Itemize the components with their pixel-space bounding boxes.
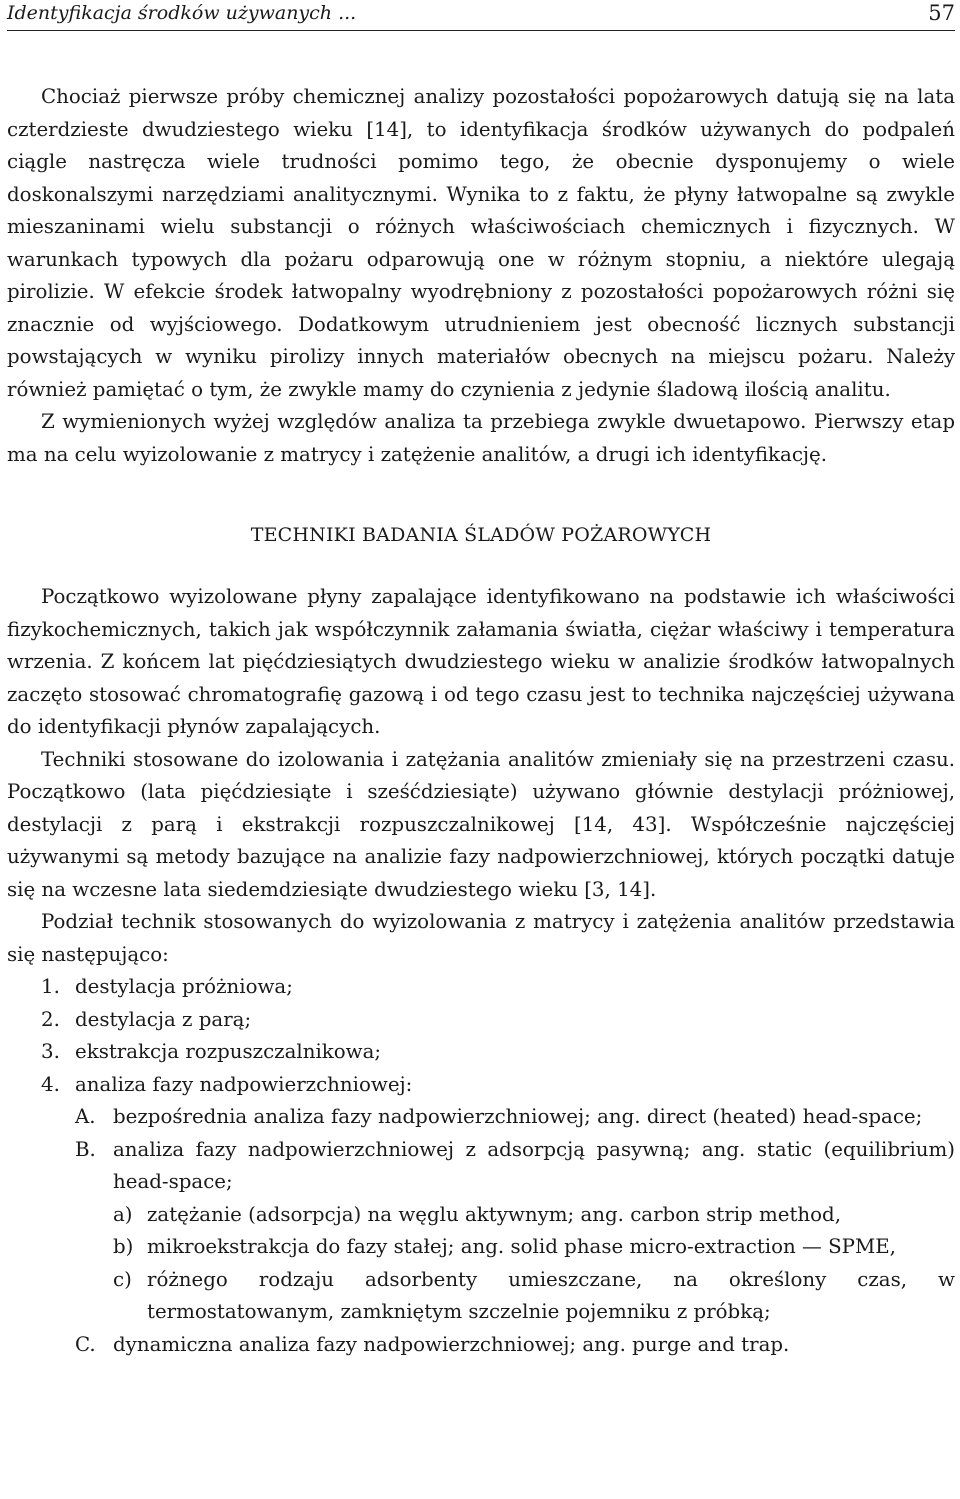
technique-list xyxy=(7,971,955,1361)
sublist-item-text: dynamiczna analiza fazy nadpowierzchniowej; ang. purge and trap. xyxy=(113,1332,790,1356)
paragraph-intro: Chociaż pierwsze próby chemicznej analizy pozostałości popożarowych datują się na lata czterdzieste dwudziestego wieku [14], to identyfikacja środków używanych do podpaleń ciągle nastręcza wiele trudności pomimo tego, że obecnie dysponujemy o wiele doskonalszymi narzędziami analitycznymi. Wynika to z faktu, że płyny łatwopalne są zwykle mieszaninami wielu substancji o różnych właściwościach chemicznych i fizycznych. W warunkach typowych dla pożaru odparowują one w różnym stopniu, a niektóre ulegają pirolizie. W efekcie środek łatwopalny wyodrębniony z pozostałości popożarowych różni się znacznie od wyjściowego. Dodatkowym utrudnieniem jest obecność licznych substancji powstających w wyniku pirolizy innych materiałów obecnych na miejscu pożaru. Należy również pamiętać o tym, że zwykle mamy do czynienia z jedynie śladową ilością analitu. xyxy=(7,85,955,401)
list-item xyxy=(41,1004,955,1037)
article-body xyxy=(7,81,955,1361)
sublist-item xyxy=(75,1101,955,1134)
paragraph-classification: Podział technik stosowanych do wyizolowania z matrycy i zatężenia analitów przedstawia się następująco: xyxy=(7,910,955,966)
list-item xyxy=(41,971,955,1004)
paragraph-techniques: Techniki stosowane do izolowania i zatężania analitów zmieniały się na przestrzeni czasu. Początkowo (lata pięćdziesiąte i sześćdziesiąte) używano głównie destylacji próżniowej, destylacji z parą i ekstrakcji rozpuszczalnikowej [14, 43]. Współcześnie najczęściej używanymi są metody bazujące na analizie fazy nadpowierzchniowej, których początki datuje się na wczesne lata siedemdziesiąte dwudziestego wieku [3, 14]. xyxy=(7,747,955,901)
list-marker: 2. xyxy=(41,1007,60,1031)
sublist-item-text: bezpośrednia analiza fazy nadpowierzchniowej; ang. direct (heated) head-space; xyxy=(113,1105,923,1128)
adsorption-sublist xyxy=(113,1199,955,1329)
list-item xyxy=(41,1036,955,1069)
list-item-text: ekstrakcja rozpuszczalnikowa; xyxy=(75,1040,382,1063)
subsublist-item xyxy=(113,1264,955,1329)
subsublist-marker: c) xyxy=(113,1267,132,1291)
subsublist-item xyxy=(113,1231,955,1264)
subsublist-item-text: mikroekstrakcja do fazy stałej; ang. solid phase micro-extraction — SPME, xyxy=(147,1235,896,1258)
paragraph-two-stage: Z wymienionych wyżej względów analiza ta przebiega zwykle dwuetapowo. Pierwszy etap ma na celu wyizolowanie z matrycy i zatężenie analitów, a drugi ich identyfikację. xyxy=(7,410,955,466)
subsublist-item-text: różnego rodzaju adsorbenty umieszczane, na określony czas, w termostatowanym, zamkniętym szczelnie pojemniku z próbką; xyxy=(147,1267,955,1323)
list-item-text: destylacja z parą; xyxy=(75,1007,252,1031)
list-item-text: destylacja próżniowa; xyxy=(75,975,293,998)
sublist-item xyxy=(75,1329,955,1362)
list-item xyxy=(41,1069,955,1362)
list-marker: 3. xyxy=(41,1040,60,1063)
page-number: 57 xyxy=(928,1,955,25)
running-header xyxy=(7,0,955,31)
running-title: Identyfikacja środków używanych ... xyxy=(7,2,357,24)
list-marker: 4. xyxy=(41,1072,60,1096)
headspace-sublist xyxy=(75,1101,955,1361)
sublist-item-text: analiza fazy nadpowierzchniowej z adsorpcją pasywną; ang. static (equilibrium) head-space; xyxy=(113,1137,955,1193)
list-item-text: analiza fazy nadpowierzchniowej: xyxy=(75,1072,413,1096)
paragraph-history: Początkowo wyizolowane płyny zapalające identyfikowano na podstawie ich właściwości fizykochemicznych, takich jak współczynnik załamania światła, ciężar właściwy i temperatura wrzenia. Z końcem lat pięćdziesiątych dwudziestego wieku w analizie środków łatwopalnych zaczęto stosować chromatografię gazową i od tego czasu jest to technika najczęściej używana do identyfikacji płynów zapalających. xyxy=(7,585,955,738)
page xyxy=(7,0,955,1361)
subsublist-marker: b) xyxy=(113,1235,134,1258)
subsublist-marker: a) xyxy=(113,1202,133,1226)
subsublist-item xyxy=(113,1199,955,1232)
sublist-marker: C. xyxy=(75,1332,96,1356)
subsublist-item-text: zatężanie (adsorpcja) na węglu aktywnym; ang. carbon strip method, xyxy=(147,1202,841,1226)
list-marker: 1. xyxy=(41,975,60,998)
sublist-marker: B. xyxy=(75,1137,96,1161)
sublist-item xyxy=(75,1134,955,1329)
sublist-marker: A. xyxy=(75,1105,96,1128)
section-heading: TECHNIKI BADANIA ŚLADÓW POŻAROWYCH xyxy=(250,524,712,546)
